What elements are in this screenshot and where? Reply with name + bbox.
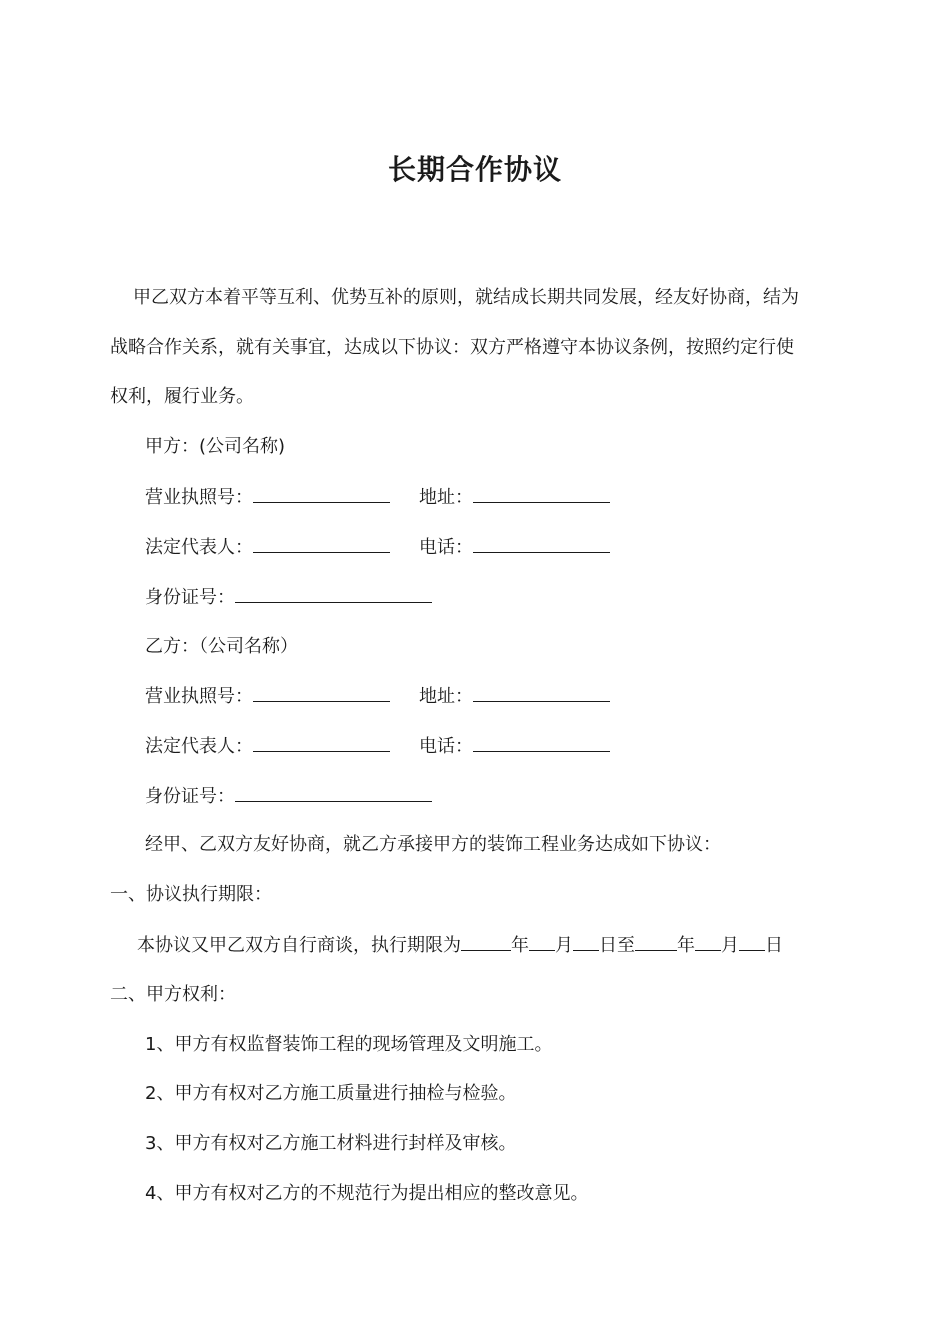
id-label: 身份证号： [145,587,235,608]
phone-label: 电话： [419,736,473,757]
rep-label: 法定代表人： [145,736,253,757]
address-label: 地址： [419,686,473,707]
rights-item: 3、甲方有权对乙方施工材料进行封样及审核。 [145,1133,517,1154]
license-blank[interactable] [253,683,390,702]
party-b-heading: 乙方：（公司名称） [145,636,298,657]
id-blank[interactable] [235,783,432,802]
start-month-blank[interactable] [529,932,555,951]
party-b-address-row [419,683,610,710]
end-month-blank[interactable] [695,932,721,951]
party-a-address-row [419,484,610,511]
end-year-blank[interactable] [635,932,677,951]
document-title: 长期合作协议 [387,153,562,186]
party-b-phone-row [419,733,610,760]
rights-item: 4、甲方有权对乙方的不规范行为提出相应的整改意见。 [145,1183,589,1204]
consensus-text: 经甲、乙双方友好协商，就乙方承接甲方的装饰工程业务达成如下协议： [145,834,721,855]
party-b-id-row [145,783,432,810]
party-a-license-row [145,484,390,511]
license-label: 营业执照号： [145,686,253,707]
party-b-rep-row [145,733,390,760]
party-a-phone-row [419,534,610,561]
intro-line-2: 战略合作关系，就有关事宜，达成以下协议：双方严格遵守本协议条例，按照约定行使 [110,337,794,358]
day-to-unit: 日至 [599,935,635,956]
party-a-id-row [145,584,432,611]
address-blank[interactable] [473,484,610,503]
month-unit: 月 [721,935,739,956]
address-blank[interactable] [473,683,610,702]
license-label: 营业执照号： [145,487,253,508]
year-unit: 年 [677,935,695,956]
year-unit: 年 [511,935,529,956]
start-day-blank[interactable] [573,932,599,951]
phone-blank[interactable] [473,733,610,752]
address-label: 地址： [419,487,473,508]
start-year-blank[interactable] [461,932,511,951]
term-prefix: 本协议又甲乙双方自行商谈，执行期限为 [137,935,461,956]
end-day-blank[interactable] [739,932,765,951]
phone-label: 电话： [419,537,473,558]
section2-heading: 二、甲方权利： [110,984,236,1005]
intro-line-1: 甲乙双方本着平等互利、优势互补的原则，就结成长期共同发展，经友好协商，结为 [133,287,799,308]
section1-heading: 一、协议执行期限： [110,884,272,905]
id-label: 身份证号： [145,786,235,807]
id-blank[interactable] [235,584,432,603]
month-unit: 月 [555,935,573,956]
intro-line-3: 权利，履行业务。 [110,386,254,407]
term-row [137,932,783,959]
rights-item: 2、甲方有权对乙方施工质量进行抽检与检验。 [145,1083,517,1104]
day-unit: 日 [765,935,783,956]
rep-label: 法定代表人： [145,537,253,558]
party-a-heading: 甲方：(公司名称) [145,436,286,457]
rights-item: 1、甲方有权监督装饰工程的现场管理及文明施工。 [145,1034,553,1055]
party-b-license-row [145,683,390,710]
rep-blank[interactable] [253,534,390,553]
party-a-rep-row [145,534,390,561]
license-blank[interactable] [253,484,390,503]
rep-blank[interactable] [253,733,390,752]
phone-blank[interactable] [473,534,610,553]
